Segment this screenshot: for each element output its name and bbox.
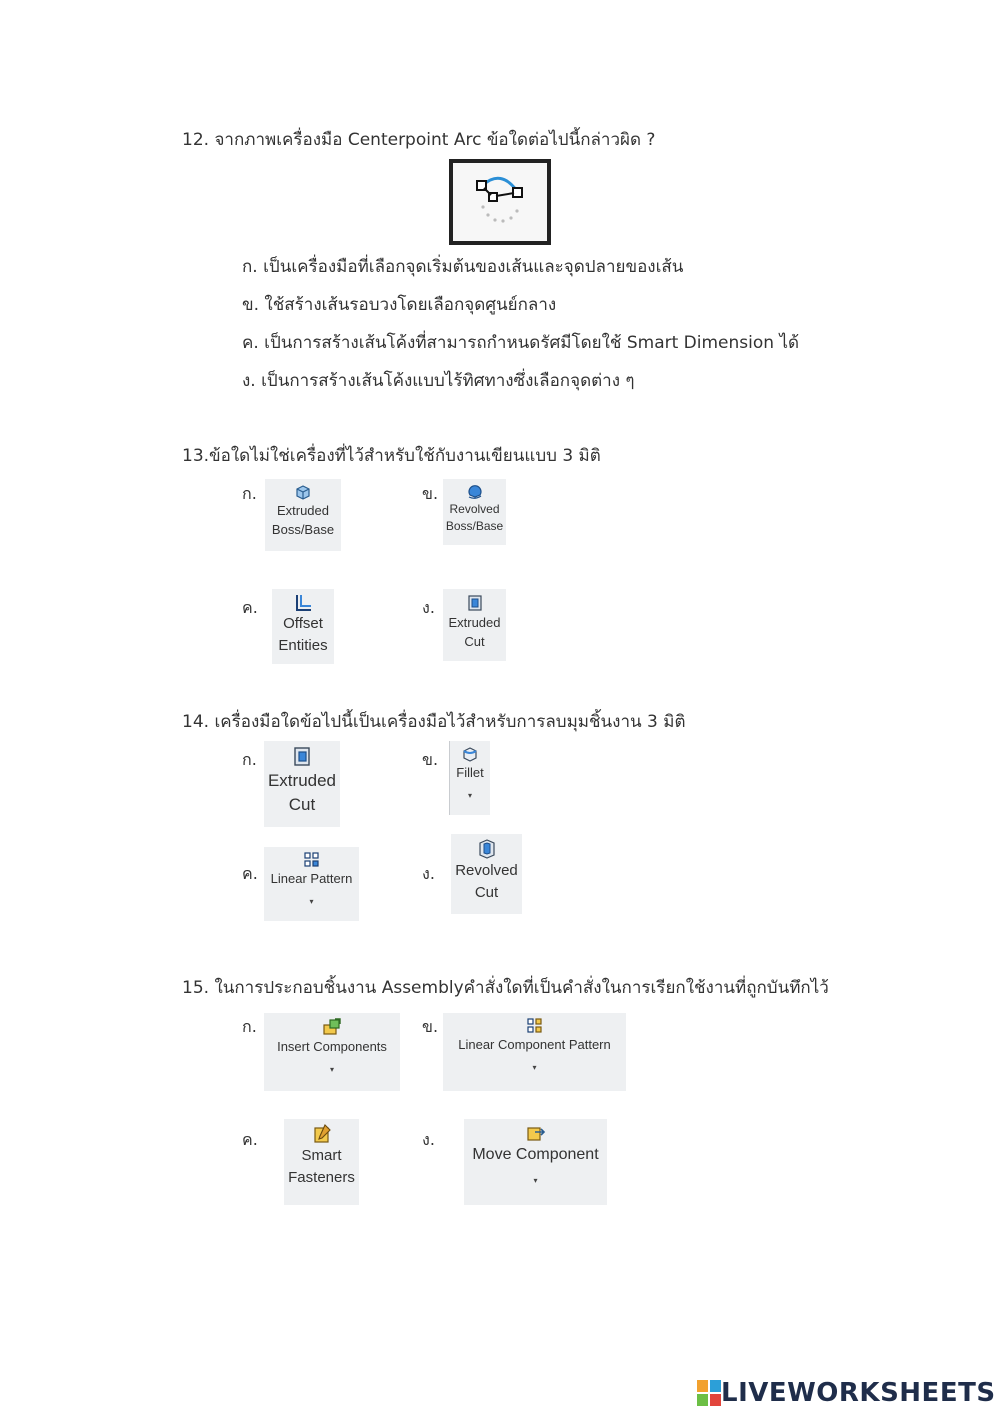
question-13-text: 13.ข้อใดไม่ใช่เครื่องที่ไว้สำหรับใช้กับงานเขียนแบบ 3 มิติ [182, 446, 601, 466]
q14-tile-d-line1: Revolved [455, 862, 518, 879]
q15-tile-c-line1: Smart [301, 1147, 342, 1164]
q14-tile-fillet[interactable] [449, 741, 490, 815]
question-15-text: 15. ในการประกอบชิ้นงาน Assemblyคำสั่งใดที่เป็นคำสั่งในการเรียกใช้งานที่ถูกบันทึกไว้ [182, 978, 829, 998]
q14-label-b: ข. [422, 750, 439, 769]
chevron-down-icon[interactable]: ▾ [467, 791, 472, 800]
q13-tile-revolved-boss[interactable] [443, 479, 506, 545]
chevron-down-icon[interactable]: ▾ [309, 897, 314, 906]
revolved-boss-icon [465, 483, 485, 501]
q15-tile-b-line1: Linear Component Pattern [458, 1037, 611, 1052]
q13-label-d: ง. [422, 598, 435, 617]
extruded-cut-icon [290, 745, 314, 769]
q14-label-d: ง. [422, 864, 435, 883]
liveworksheets-logo-icon [697, 1380, 721, 1406]
q14-tile-b-line1: Fillet [456, 765, 484, 780]
q15-tile-move-component[interactable] [464, 1119, 607, 1205]
q13-tile-a-line1: Extruded [276, 503, 330, 518]
fillet-icon [460, 745, 480, 763]
q15-tile-insert-components[interactable] [264, 1013, 400, 1091]
q13-tile-a-line2: Boss/Base [271, 522, 335, 537]
q14-label-a: ก. [242, 750, 257, 769]
q14-label-c: ค. [242, 864, 258, 883]
insert-components-icon [321, 1017, 343, 1037]
offset-entities-icon [292, 593, 314, 613]
q13-tile-c-line2: Entities [278, 637, 328, 654]
q14-tile-a-line2: Cut [288, 795, 316, 814]
q15-tile-d-line1: Move Component [472, 1146, 599, 1163]
q13-tile-c-line1: Offset [283, 615, 323, 632]
q12-option-d: ง. เป็นการสร้างเส้นโค้งแบบไร้ทิศทางซึ่งเลือกจุดต่าง ๆ [242, 371, 635, 391]
linear-component-pattern-icon [525, 1017, 545, 1035]
q15-tile-linear-component-pattern[interactable] [443, 1013, 626, 1091]
q15-tile-smart-fasteners[interactable] [284, 1119, 359, 1205]
q15-label-b: ข. [422, 1017, 439, 1036]
centerpoint-arc-icon [453, 163, 547, 241]
q13-tile-b-line2: Boss/Base [445, 519, 504, 533]
question-14-text: 14. เครื่องมือใดข้อไปนี้เป็นเครื่องมือไว้สำหรับการลบมุมชิ้นงาน 3 มิติ [182, 712, 686, 732]
q13-label-a: ก. [242, 484, 257, 503]
q13-tile-b-line1: Revolved [449, 502, 500, 516]
liveworksheets-logo [697, 1378, 996, 1408]
centerpoint-arc-icon-box [449, 159, 551, 245]
q14-tile-revolved-cut[interactable] [451, 834, 522, 914]
q13-tile-d-line2: Cut [464, 634, 485, 649]
q14-tile-d-line2: Cut [474, 884, 499, 901]
chevron-down-icon[interactable]: ▾ [532, 1063, 537, 1072]
extruded-boss-icon [293, 483, 313, 501]
q12-option-b: ข. ใช้สร้างเส้นรอบวงโดยเลือกจุดศูนย์กลาง [242, 295, 557, 315]
q14-tile-linear-pattern[interactable] [264, 847, 359, 921]
q15-label-c: ค. [242, 1130, 258, 1149]
q13-tile-extruded-boss[interactable] [265, 479, 341, 551]
q13-tile-d-line1: Extruded [448, 615, 501, 630]
linear-pattern-icon [302, 851, 322, 869]
q13-tile-offset-entities[interactable] [272, 589, 334, 664]
chevron-down-icon[interactable]: ▾ [329, 1065, 334, 1074]
question-12-text: 12. จากภาพเครื่องมือ Centerpoint Arc ข้อใดต่อไปนี้กล่าวผิด ? [182, 130, 656, 150]
extruded-cut-icon [465, 593, 485, 613]
smart-fasteners-icon [311, 1123, 333, 1145]
q12-option-c: ค. เป็นการสร้างเส้นโค้งที่สามารถกำหนดรัศมีโดยใช้ Smart Dimension ได้ [242, 333, 800, 353]
q13-tile-extruded-cut[interactable] [443, 589, 506, 661]
q12-option-a: ก. เป็นเครื่องมือที่เลือกจุดเริ่มต้นของเส้นและจุดปลายของเส้น [242, 257, 684, 277]
move-component-icon [525, 1123, 547, 1143]
q14-tile-a-line1: Extruded [267, 771, 337, 790]
q13-label-c: ค. [242, 598, 258, 617]
liveworksheets-logo-text: LIVEWORKSHEETS [721, 1378, 996, 1408]
q15-tile-a-line1: Insert Components [277, 1039, 387, 1054]
q15-tile-c-line2: Fasteners [288, 1169, 355, 1186]
revolved-cut-icon [476, 838, 498, 860]
q13-label-b: ข. [422, 484, 439, 503]
q15-label-d: ง. [422, 1130, 435, 1149]
q15-label-a: ก. [242, 1017, 257, 1036]
q14-tile-c-line1: Linear Pattern [270, 871, 353, 886]
q14-tile-extruded-cut[interactable] [264, 741, 340, 827]
chevron-down-icon[interactable]: ▾ [533, 1176, 538, 1185]
